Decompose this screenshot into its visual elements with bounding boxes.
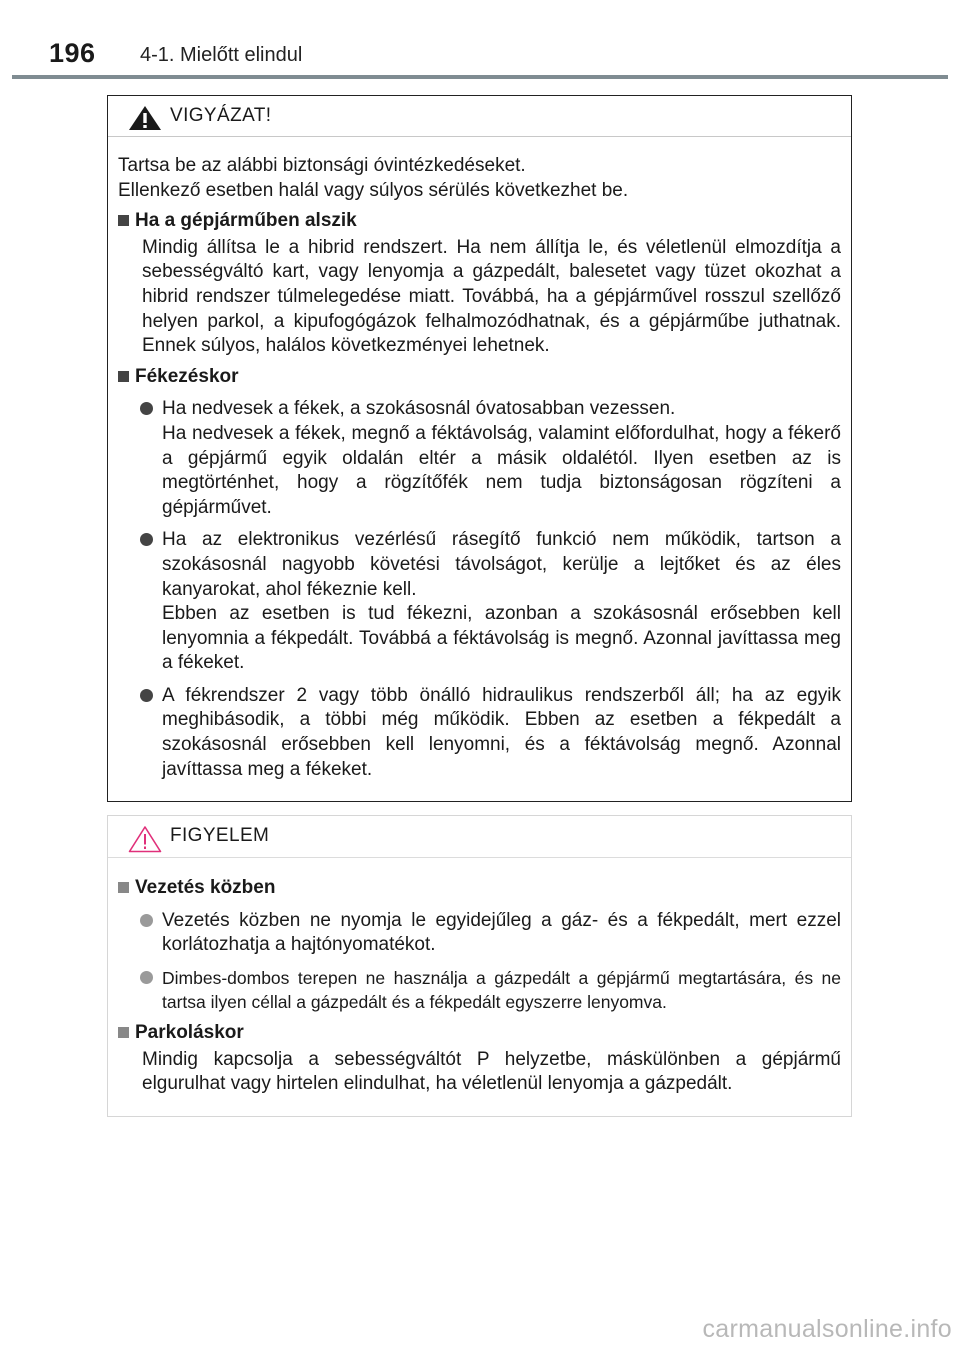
page-header	[0, 0, 960, 80]
subheading-braking	[118, 365, 841, 390]
round-bullet-icon	[140, 689, 153, 702]
warning-header	[108, 96, 851, 137]
sleeping-paragraph: Mindig állítsa le a hibrid rendszert. Ha nem állítja le, és véletlenül elmozdítja a sebességváltó kart, vagy lenyomja a gázpedált, balesetet vagy tüzet okozhat a hibrid rendszer túlmelegedése miatt. Továbbá, ha a gépjárművel rosszul szellőző helyen parkol, a kipufogógázok felhalmozódhatnak, és a gépjárműbe juthatnak. Ennek súlyos, halálos következményei lehetnek.	[142, 236, 841, 357]
braking-bullet-1-text-b: Ha nedvesek a fékek, megnő a féktávolság, valamint előfordulhat, hogy a fékerő a gépjármű egyik oldalán eltér a másik oldalétól. Ilyen esetben az is megtörténhet, hogy a rögzítőfék nem tudja biztonságosan rögzíteni a gépjárművet.	[162, 422, 841, 518]
driving-bullet-2	[118, 966, 841, 1015]
warning-intro-line2: Ellenkező esetben halál vagy súlyos sérülés következhet be.	[118, 179, 629, 201]
caution-triangle-icon	[128, 825, 162, 858]
square-bullet-icon	[118, 215, 129, 226]
subheading-driving	[118, 876, 841, 901]
warning-intro-line1: Tartsa be az alábbi biztonsági óvintézkedéseket.	[118, 155, 526, 176]
square-bullet-icon	[118, 1027, 129, 1038]
driving-bullet-1	[118, 909, 841, 958]
page-number: 196	[49, 38, 96, 68]
subheading-sleeping-label: Ha a gépjárműben alszik	[135, 210, 357, 232]
square-bullet-icon	[118, 882, 129, 893]
notice-box	[107, 815, 852, 1117]
notice-body	[108, 858, 851, 1097]
warning-intro	[118, 154, 841, 203]
round-bullet-icon	[140, 971, 153, 984]
subheading-braking-label: Fékezéskor	[135, 365, 239, 387]
braking-bullet-2	[118, 528, 841, 676]
warning-body	[108, 137, 851, 782]
subheading-parking-label: Parkoláskor	[135, 1021, 244, 1043]
driving-bullet-1-text: Vezetés közben ne nyomja le egyidejűleg a gáz- és a fékpedált, mert ezzel korlátozhatja a hajtónyomatékot.	[162, 909, 841, 956]
subheading-driving-label: Vezetés közben	[135, 877, 276, 898]
notice-header	[108, 816, 851, 858]
round-bullet-icon	[140, 914, 153, 927]
braking-bullet-1	[118, 397, 841, 520]
subheading-sleeping	[118, 209, 841, 234]
warning-triangle-icon	[128, 105, 162, 136]
braking-bullet-2-text-b: Ebben az esetben is tud fékezni, azonban a szokásosnál erősebben kell lenyomnia a fékpedált. Továbbá a féktávolság is megnő. Azonnal javíttassa meg a fékeket.	[162, 603, 841, 674]
driving-bullet-2-text: Dimbes-dombos terepen ne használja a gázpedált a gépjármű megtartására, és ne tartsa ilyen céllal a gázpedált és a fékpedált egyszerre lenyomva.	[162, 967, 841, 1013]
braking-bullet-3	[118, 684, 841, 782]
warning-box	[107, 95, 852, 802]
braking-bullet-1-text-a: Ha nedvesek a fékek, a szokásosnál óvatosabban vezessen.	[162, 398, 676, 420]
watermark: carmanualsonline.info	[702, 1315, 952, 1343]
warning-title: VIGYÁZAT!	[170, 105, 272, 126]
parking-paragraph: Mindig kapcsolja a sebességváltót P helyzetbe, máskülönben a gépjármű elgurulhat vagy hirtelen elindulhat, ha véletlenül lenyomja a gázpedált.	[142, 1048, 841, 1095]
braking-bullet-2-text-a: Ha az elektronikus vezérlésű rásegítő funkció nem működik, tartson a szokásosnál nagyobb követési távolságot, kerülje a lejtőket és az éles kanyarokat, ahol fékeznie kell.	[162, 529, 841, 600]
section-title: 4-1. Mielőtt elindul	[140, 44, 303, 66]
braking-bullet-3-text: A fékrendszer 2 vagy több önálló hidraulikus rendszerből áll; ha az egyik meghibásodik, a többi még működik. Ebben az esetben a fékpedált a szokásosnál erősebben kell lenyomni, és a féktávolság megnő. Azonnal javíttassa meg a fékeket.	[162, 684, 841, 780]
square-bullet-icon	[118, 371, 129, 382]
notice-title: FIGYELEM	[170, 825, 270, 846]
subheading-parking	[118, 1021, 841, 1046]
header-rule	[12, 75, 948, 79]
